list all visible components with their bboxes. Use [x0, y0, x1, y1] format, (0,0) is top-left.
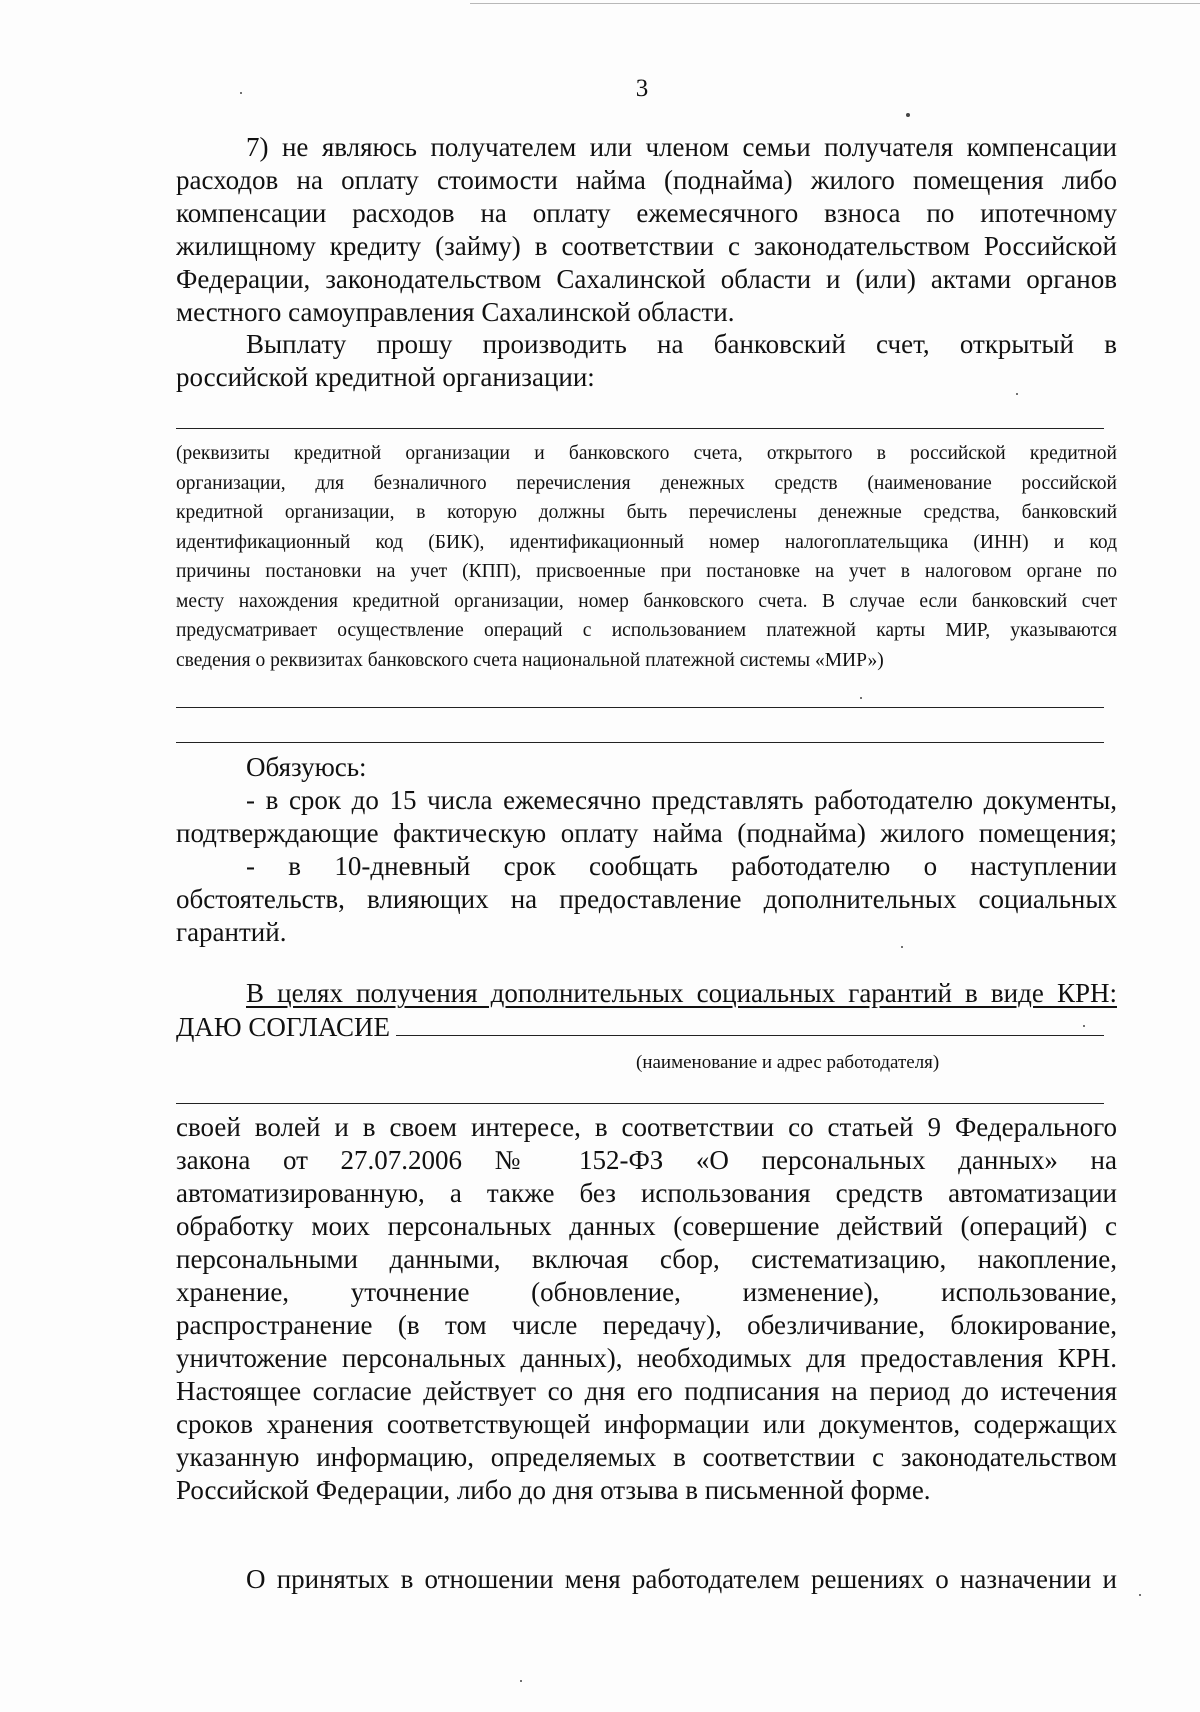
blank-field-line	[176, 707, 1104, 708]
hint-line: организации, для безналичного перечисления денежных средств (наименование российской	[176, 472, 1117, 494]
paragraph-line: жилищному кредиту (займу) в соответствии с законодательством Российской	[176, 231, 1117, 261]
consent-purpose	[176, 977, 1117, 1010]
obligation-line: подтверждающие фактическую оплату найма (поднайма) жилого помещения;	[176, 818, 1117, 848]
paragraph-line: расходов на оплату стоимости найма (поднайма) жилого помещения либо	[176, 165, 1117, 195]
consent-line: закона от 27.07.2006 № 152-ФЗ «О персональных данных» на	[176, 1145, 1117, 1175]
hint-line: кредитной организации, в которую должны быть перечислены денежные средства, банковский	[176, 502, 1117, 523]
payment-request-paragraph	[176, 328, 1117, 394]
page-number: 3	[635, 75, 649, 102]
obligation-line: обстоятельств, влияющих на предоставление дополнительных социальных	[176, 884, 1117, 914]
consent-label: ДАЮ СОГЛАСИЕ	[176, 1012, 390, 1042]
hint-line: сведения о реквизитах банковского счета национальной платежной системы «МИР»)	[176, 649, 884, 671]
consent-line: указанную информацию, определяемых в соответствии с законодательством	[176, 1442, 1117, 1472]
scan-speck	[240, 92, 242, 94]
hint-line: причины постановки на учет (КПП), присвоенные при постановке на учет в налоговом органе по	[176, 561, 1117, 582]
obligation-line: гарантий.	[176, 917, 287, 947]
scan-speck	[901, 946, 903, 948]
paragraph-line: 7) не являюсь получателем или членом семьи получателя компенсации	[246, 132, 1117, 162]
employer-address-field-line	[176, 1103, 1104, 1104]
bank-details-hint	[176, 439, 1117, 675]
consent-line: автоматизированную, а также без использования средств автоматизации	[176, 1178, 1117, 1208]
paragraph-line: местного самоуправления Сахалинской области.	[176, 297, 735, 327]
consent-line: обработку моих персональных данных (совершение действий (операций) с	[176, 1211, 1117, 1241]
paragraph-line: компенсации расходов на оплату ежемесячного взноса по ипотечному	[176, 198, 1117, 228]
employer-name-field[interactable]	[396, 1011, 1104, 1036]
consent-line: хранение, уточнение (обновление, изменение), использование,	[176, 1277, 1117, 1307]
blank-field-line	[176, 742, 1104, 743]
paragraph-line: Федерации, законодательством Сахалинской области и (или) актами органов	[176, 264, 1117, 294]
scan-speck	[906, 113, 910, 117]
obligations-section	[176, 751, 1117, 949]
hint-line: (реквизиты кредитной организации и банковского счета, открытого в российской кредитной	[176, 443, 1117, 464]
hint-line: месту нахождения кредитной организации, номер банковского счета. В случае если банковский счет	[176, 590, 1117, 612]
hint-line: предусматривает осуществление операций с использованием платежной карты МИР, указываются	[176, 620, 1117, 641]
scan-speck	[1083, 1025, 1085, 1027]
consent-body	[176, 1111, 1117, 1507]
scan-speck	[1139, 1594, 1141, 1596]
scan-speck	[1016, 393, 1018, 395]
hint-line: идентификационный код (БИК), идентификационный номер налогоплательщика (ИНН) и код	[176, 531, 1117, 553]
obligation-line: - в срок до 15 числа ежемесячно представлять работодателю документы,	[246, 785, 1117, 815]
bank-details-field-line	[176, 428, 1104, 429]
consent-line: персональными данными, включая сбор, систематизацию, накопление,	[176, 1244, 1117, 1274]
paragraph-line: российской кредитной организации:	[176, 362, 595, 392]
consent-line: сроков хранения соответствующей информации или документов, содержащих	[176, 1409, 1117, 1439]
consent-purpose-line: В целях получения дополнительных социальных гарантий в виде КРН:	[246, 978, 1117, 1008]
paragraph-line: Выплату прошу производить на банковский счет, открытый в	[246, 329, 1117, 359]
paragraph-line: О принятых в отношении меня работодателем решениях о назначении и	[246, 1564, 1117, 1594]
obligations-heading: Обязуюсь:	[246, 752, 367, 782]
scan-edge-line	[470, 3, 1200, 4]
consent-line: Российской Федерации, либо до дня отзыва в письменной форме.	[176, 1475, 931, 1505]
obligation-line: - в 10-дневный срок сообщать работодателю о наступлении	[246, 851, 1117, 881]
consent-line: своей волей и в своем интересе, в соответствии со статьей 9 Федерального	[176, 1112, 1117, 1142]
decisions-paragraph	[176, 1563, 1117, 1596]
consent-line: Настоящее согласие действует со дня его подписания на период до истечения	[176, 1376, 1117, 1406]
consent-line: распространение (в том числе передачу), обезличивание, блокирование,	[176, 1310, 1117, 1340]
scan-speck	[860, 697, 862, 699]
scan-speck	[520, 1680, 522, 1682]
employer-caption: (наименование и адрес работодателя)	[636, 1052, 940, 1073]
consent-employer-row	[176, 1011, 1104, 1044]
consent-line: уничтожение персональных данных), необходимых для предоставления КРН.	[176, 1343, 1117, 1373]
item-7-paragraph	[176, 131, 1117, 329]
